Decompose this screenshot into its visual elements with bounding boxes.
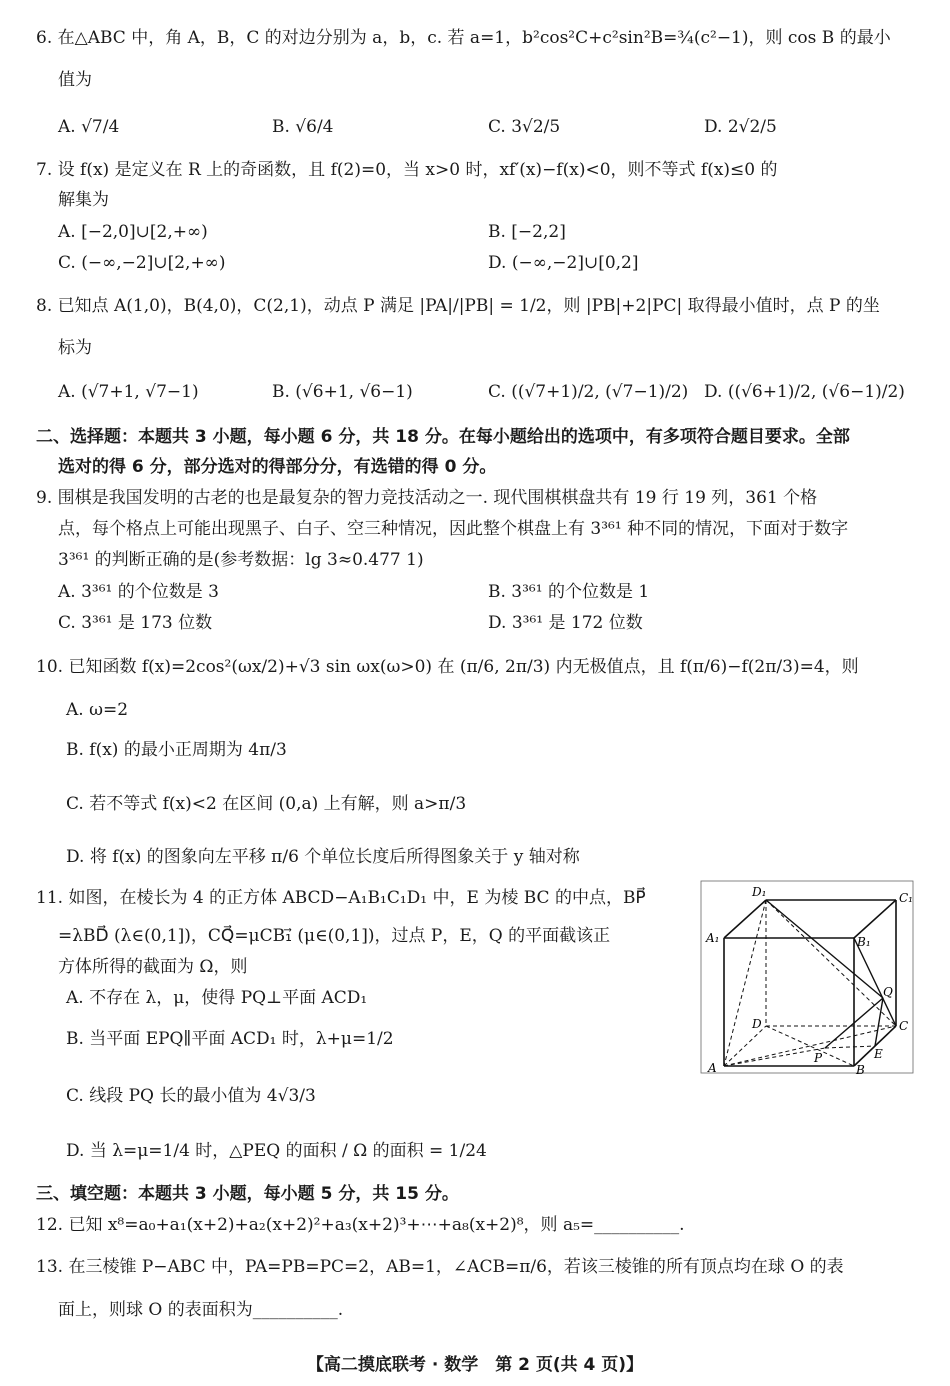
q8-option-d: D. ((√6+1)/2, (√6−1)/2) bbox=[704, 382, 905, 402]
line-a-p bbox=[724, 1048, 825, 1066]
label-b1: B₁ bbox=[857, 935, 871, 949]
q11-option-d: D. 当 λ=μ=1/4 时，△PEQ 的面积 / Ω 的面积 = 1/24 bbox=[66, 1141, 487, 1161]
label-a: A bbox=[708, 1061, 717, 1075]
q8-stem-line1: 8. 已知点 A(1,0)，B(4,0)，C(2,1)，动点 P 满足 |PA|/|PB| = 1/2，则 |PB|+2|PC| 取得最小值时，点 P 的坐 bbox=[36, 296, 880, 316]
edge-b1-c1 bbox=[854, 900, 896, 938]
q8-option-a: A. (√7+1, √7−1) bbox=[58, 382, 199, 402]
label-q: Q bbox=[883, 985, 893, 999]
q7-option-a: A. [−2,0]∪[2,+∞) bbox=[58, 222, 208, 242]
q6-option-d: D. 2√2/5 bbox=[704, 117, 777, 137]
q10-stem: 10. 已知函数 f(x)=2cos²(ωx/2)+√3 sin ωx(ω>0) 在 (π/6, 2π/3) 内无极值点，且 f(π/6)−f(2π/3)=4，则 bbox=[36, 657, 859, 677]
q11-option-b: B. 当平面 EPQ∥平面 ACD₁ 时，λ+μ=1/2 bbox=[66, 1029, 394, 1049]
q8-option-c: C. ((√7+1)/2, (√7−1)/2) bbox=[488, 382, 689, 402]
line-p-e bbox=[825, 1046, 875, 1048]
line-d1-c bbox=[766, 900, 896, 1026]
q7-option-c: C. (−∞,−2]∪[2,+∞) bbox=[58, 253, 226, 273]
q11-cube-figure bbox=[700, 880, 915, 1075]
line-d1-a bbox=[724, 900, 766, 1066]
q11-option-c: C. 线段 PQ 长的最小值为 4√3/3 bbox=[66, 1086, 316, 1106]
q10-option-b: B. f(x) 的最小正周期为 4π/3 bbox=[66, 740, 287, 760]
q9-option-b: B. 3³⁶¹ 的个位数是 1 bbox=[488, 582, 650, 602]
q6-stem-line1: 6. 在△ABC 中，角 A，B，C 的对边分别为 a，b，c. 若 a=1，b²cos²C+c²sin²B=¾(c²−1)，则 cos B 的最小 bbox=[36, 28, 891, 48]
q9-stem-line1: 9. 围棋是我国发明的古老的也是最复杂的智力竞技活动之一. 现代围棋棋盘共有 19 行 19 列，361 个格 bbox=[36, 488, 818, 508]
q9-option-d: D. 3³⁶¹ 是 172 位数 bbox=[488, 613, 643, 633]
q13-stem-line2: 面上，则球 O 的表面积为__________. bbox=[58, 1300, 344, 1320]
q11-stem-line2: =λBD⃗ (λ∈(0,1])，CQ⃗=μCB₁⃗ (μ∈(0,1])，过点 P，E，Q 的平面截该正 bbox=[58, 926, 611, 946]
label-d1: D₁ bbox=[752, 885, 767, 899]
label-b: B bbox=[856, 1063, 865, 1075]
q11-stem-line1: 11. 如图，在棱长为 4 的正方体 ABCD−A₁B₁C₁D₁ 中，E 为棱 BC 的中点，BP⃗ bbox=[36, 888, 646, 908]
edge-a1-d1 bbox=[724, 900, 766, 938]
q7-option-b: B. [−2,2] bbox=[488, 222, 566, 242]
label-c1: C₁ bbox=[899, 891, 913, 905]
q9-stem-line2: 点，每个格点上可能出现黑子、白子、空三种情况，因此整个棋盘上有 3³⁶¹ 种不同的情况，下面对于数字 bbox=[58, 519, 849, 539]
q11-stem-line3: 方体所得的截面为 Ω，则 bbox=[58, 957, 248, 977]
q8-stem-line2: 标为 bbox=[58, 338, 92, 358]
q10-option-c: C. 若不等式 f(x)<2 在区间 (0,a) 上有解，则 a>π/3 bbox=[66, 794, 467, 814]
q6-option-c: C. 3√2/5 bbox=[488, 117, 561, 137]
section-2-header-line1: 二、选择题：本题共 3 小题，每小题 6 分，共 18 分。在每小题给出的选项中，有多项符合题目要求。全部 bbox=[36, 427, 850, 447]
line-d1-q bbox=[766, 900, 883, 998]
q8-option-b: B. (√6+1, √6−1) bbox=[272, 382, 413, 402]
label-c: C bbox=[899, 1019, 909, 1033]
page-footer: 【高二摸底联考 · 数学 第 2 页(共 4 页)】 bbox=[306, 1355, 644, 1375]
q10-option-d: D. 将 f(x) 的图象向左平移 π/6 个单位长度后所得图象关于 y 轴对称 bbox=[66, 847, 580, 867]
section-2-header-line2: 选对的得 6 分，部分选对的得部分分，有选错的得 0 分。 bbox=[58, 457, 497, 477]
label-p: P bbox=[814, 1051, 823, 1065]
q6-stem-line2: 值为 bbox=[58, 70, 92, 90]
q9-stem-line3: 3³⁶¹ 的判断正确的是(参考数据：lg 3≈0.477 1) bbox=[58, 550, 424, 570]
section-3-header: 三、填空题：本题共 3 小题，每小题 5 分，共 15 分。 bbox=[36, 1184, 459, 1204]
q13-stem-line1: 13. 在三棱锥 P−ABC 中，PA=PB=PC=2，AB=1，∠ACB=π/6，若该三棱锥的所有顶点均在球 O 的表 bbox=[36, 1257, 844, 1277]
label-d: D bbox=[752, 1017, 762, 1031]
q7-stem-line1: 7. 设 f(x) 是定义在 R 上的奇函数，且 f(2)=0，当 x>0 时，xf′(x)−f(x)<0，则不等式 f(x)≤0 的 bbox=[36, 160, 778, 180]
q6-option-a: A. √7/4 bbox=[58, 117, 120, 137]
q9-option-a: A. 3³⁶¹ 的个位数是 3 bbox=[58, 582, 219, 602]
line-b1-c bbox=[854, 938, 896, 1026]
q9-option-c: C. 3³⁶¹ 是 173 位数 bbox=[58, 613, 213, 633]
q7-stem-line2: 解集为 bbox=[58, 190, 109, 210]
label-a1: A₁ bbox=[706, 931, 720, 945]
line-d-b bbox=[766, 1026, 854, 1066]
q10-option-a: A. ω=2 bbox=[66, 700, 129, 720]
q12-stem: 12. 已知 x⁸=a₀+a₁(x+2)+a₂(x+2)²+a₃(x+2)³+⋯+a₈(x+2)⁸，则 a₅=__________. bbox=[36, 1215, 685, 1235]
q7-option-d: D. (−∞,−2]∪[0,2] bbox=[488, 253, 639, 273]
q11-option-a: A. 不存在 λ，μ，使得 PQ⊥平面 ACD₁ bbox=[66, 988, 368, 1008]
label-e: E bbox=[874, 1047, 883, 1061]
q6-option-b: B. √6/4 bbox=[272, 117, 334, 137]
